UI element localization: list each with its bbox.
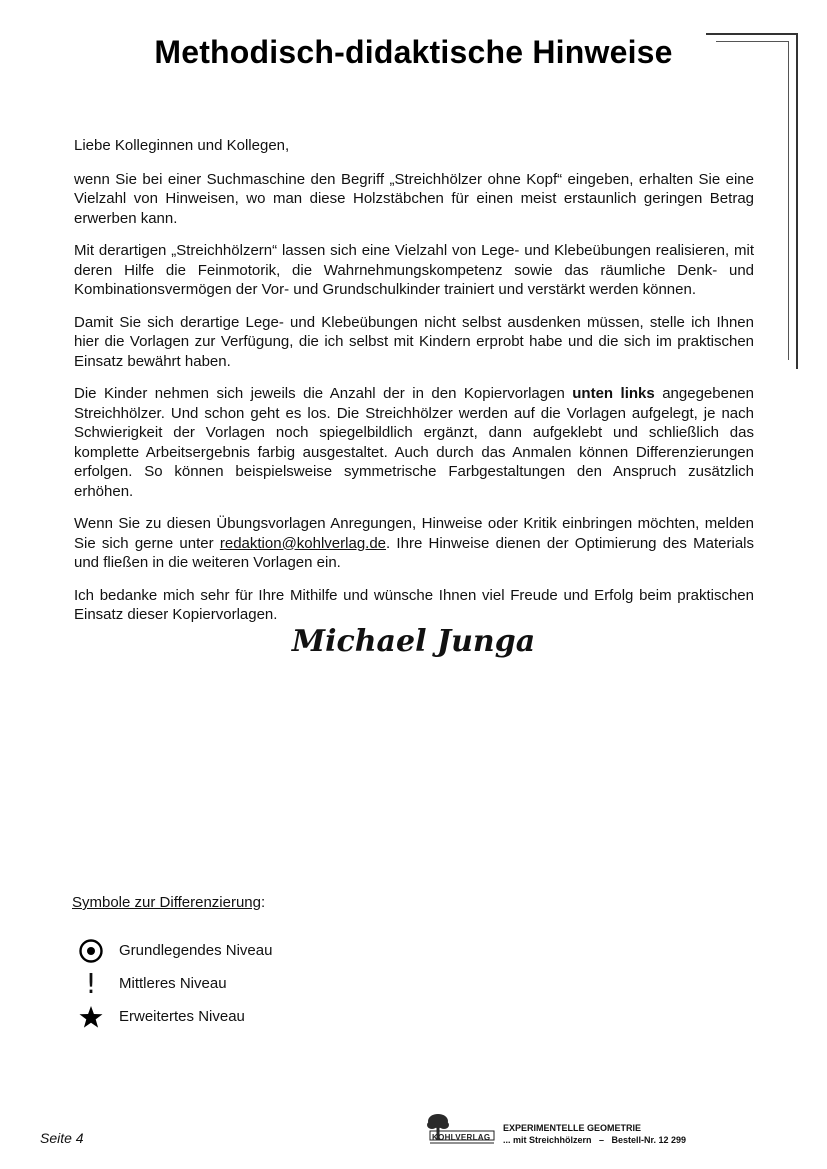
symbol-label-medium: Mittleres Niveau [119, 975, 227, 992]
target-circle-icon [78, 938, 104, 964]
exclamation-icon: ! [85, 967, 97, 1000]
paragraph-4-end: angegebenen Streichhölzer. Und schon geht es los. Die Streichhölzer werden auf die Vorlagen aufgelegt, je nach Schwierigkeit der Vorlagen noch spiegelbildlich ergänzt, dann aufgeklebt und schließlich das komplette Arbeitsergebnis farbig ausgestaltet. Auch durch das Anmalen können Differenzierungen erfolgen. So können beispielsweise symmetrische Farbgestaltungen den Anspruch zusätzlich erhöhen. [74, 385, 754, 500]
email-link[interactable]: redaktion@kohlverlag.de [219, 534, 387, 552]
paragraph-4-emphasis: unten links [572, 385, 655, 402]
signature: Michael Junga [291, 624, 536, 659]
symbol-label-basic: Grundlegendes Niveau [119, 942, 273, 959]
publisher-logo-text: KOHLVERLAG [432, 1133, 491, 1142]
paragraph-5 [74, 514, 754, 573]
salutation: Liebe Kolleginnen und Kollegen, [74, 137, 290, 154]
page-title: Methodisch-didaktische Hinweise [154, 34, 673, 70]
letter-body [74, 136, 754, 638]
symbol-row-medium [78, 967, 378, 1000]
paragraph-5-end: . Ihre Hinweise dienen der Optimierung des Materials und fließen in die weiteren Vorlagen ein. [74, 534, 755, 571]
footer-series [503, 1122, 686, 1146]
series-title: EXPERIMENTELLE GEOMETRIE [503, 1123, 642, 1133]
paragraph-1: wenn Sie bei einer Suchmaschine den Begriff „Streichhölzer ohne Kopf“ eingeben, erhalten Sie eine Vielzahl von Hinweisen, wo man diese Holzstäbchen für einen meist erstaunlich geringen Betrag erwerben kann. [74, 170, 754, 227]
paragraph-5-start: Wenn Sie zu diesen Übungsvorlagen Anregungen, Hinweise oder Kritik einbringen möchten, melden Sie sich gerne unter [74, 515, 754, 552]
series-subtitle: ... mit Streichhölzern – Bestell-Nr. 12 299 [503, 1135, 687, 1145]
symbols-heading [72, 894, 265, 911]
star-icon [78, 1004, 104, 1030]
publisher-logo [424, 1112, 496, 1148]
paragraph-4-start: Die Kinder nehmen sich jeweils die Anzahl der in den Kopiervorlagen [74, 385, 573, 402]
paragraph-3: Damit Sie sich derartige Lege- und Klebeübungen nicht selbst ausdenken müssen, stelle ich Ihnen hier die Vorlagen zur Verfügung, die ich selbst mit Kindern erprobt habe und die sich im praktischen Einsatz bewährt haben. [74, 313, 754, 370]
paragraph-4 [74, 384, 754, 501]
symbol-label-advanced: Erweitertes Niveau [119, 1008, 245, 1025]
symbols-heading-text: Symbole zur Differenzierung [72, 894, 261, 911]
paragraph-2: Mit derartigen „Streichhölzern“ lassen sich eine Vielzahl von Lege- und Klebeübungen realisieren, mit deren Hilfe die Feinmotorik, die Wahrnehmungskompetenz sowie das räumliche Denk- und Kombinationsvermögen der Vor- und Grundschulkinder trainiert und verstärkt werden können. [74, 242, 754, 298]
symbol-row-advanced [78, 1004, 378, 1030]
symbols-heading-colon: : [260, 894, 266, 911]
page-number: Seite 4 [40, 1130, 84, 1146]
paragraph-6: Ich bedanke mich sehr für Ihre Mithilfe und wünsche Ihnen viel Freude und Erfolg beim praktischen Einsatz dieser Kopiervorlagen. [74, 586, 754, 623]
symbol-row-basic [78, 938, 378, 964]
